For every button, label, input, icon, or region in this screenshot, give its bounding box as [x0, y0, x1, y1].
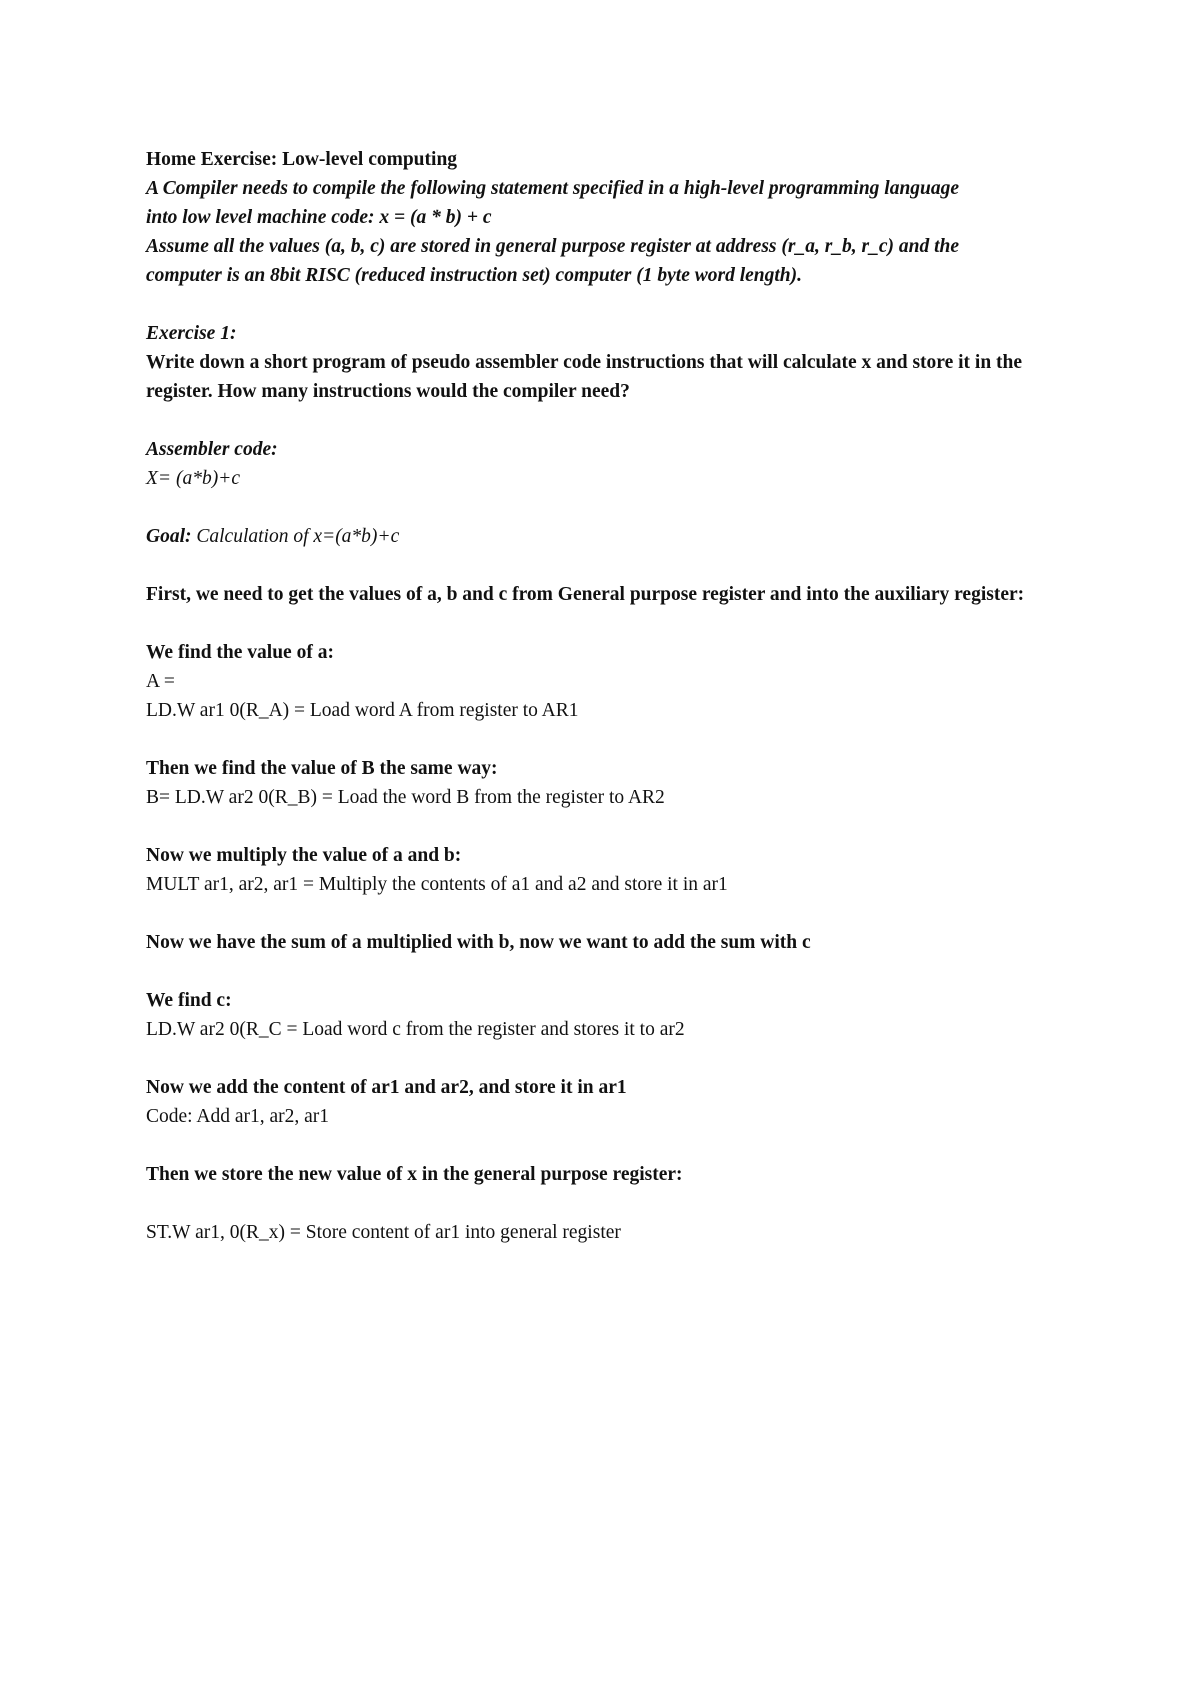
- store-line: ST.W ar1, 0(R_x) = Store content of ar1 into general register: [146, 1222, 621, 1243]
- document-body: [146, 145, 1046, 1247]
- find-b-heading: Then we find the value of B the same way:: [146, 758, 498, 779]
- exercise-question: Write down a short program of pseudo assembler code instructions that will calculate x and store it in the register. How many instructions would the compiler need?: [146, 352, 1023, 402]
- assembler-heading: Assembler code:: [146, 439, 278, 460]
- add-heading: Now we add the content of ar1 and ar2, and store it in ar1: [146, 1077, 627, 1098]
- goal-text: Calculation of x=(a*b)+c: [191, 526, 400, 547]
- goal-line: [146, 522, 1046, 551]
- first-step-text: First, we need to get the values of a, b and c from General purpose register and into the auxiliary register:: [146, 584, 1025, 605]
- sum-heading: Now we have the sum of a multiplied with b, now we want to add the sum with c: [146, 932, 811, 953]
- add-line: Code: Add ar1, ar2, ar1: [146, 1106, 330, 1127]
- multiply-heading: Now we multiply the value of a and b:: [146, 845, 462, 866]
- goal-label: Goal:: [146, 526, 192, 547]
- find-c-line: LD.W ar2 0(R_C = Load word c from the register and stores it to ar2: [146, 1019, 685, 1040]
- multiply-line: MULT ar1, ar2, ar1 = Multiply the contents of a1 and a2 and store it in ar1: [146, 874, 728, 895]
- store-heading: Then we store the new value of x in the general purpose register:: [146, 1164, 683, 1185]
- find-a-line1: A =: [146, 671, 175, 692]
- document-title: Home Exercise: Low-level computing: [146, 149, 458, 170]
- find-a-line2: LD.W ar1 0(R_A) = Load word A from register to AR1: [146, 700, 579, 721]
- intro-statement: A Compiler needs to compile the following statement specified in a high-level programming language into low level machine code: x = (a * b) + c: [146, 178, 960, 228]
- intro-assumption: Assume all the values (a, b, c) are stored in general purpose register at address (r_a, r_b, r_c) and the computer is an 8bit RISC (reduced instruction set) computer (1 byte word length).: [146, 236, 960, 286]
- find-a-heading: We find the value of a:: [146, 642, 334, 663]
- find-b-line: B= LD.W ar2 0(R_B) = Load the word B from the register to AR2: [146, 787, 665, 808]
- find-c-heading: We find c:: [146, 990, 232, 1011]
- exercise-heading: Exercise 1:: [146, 323, 237, 344]
- assembler-formula: X= (a*b)+c: [146, 468, 240, 489]
